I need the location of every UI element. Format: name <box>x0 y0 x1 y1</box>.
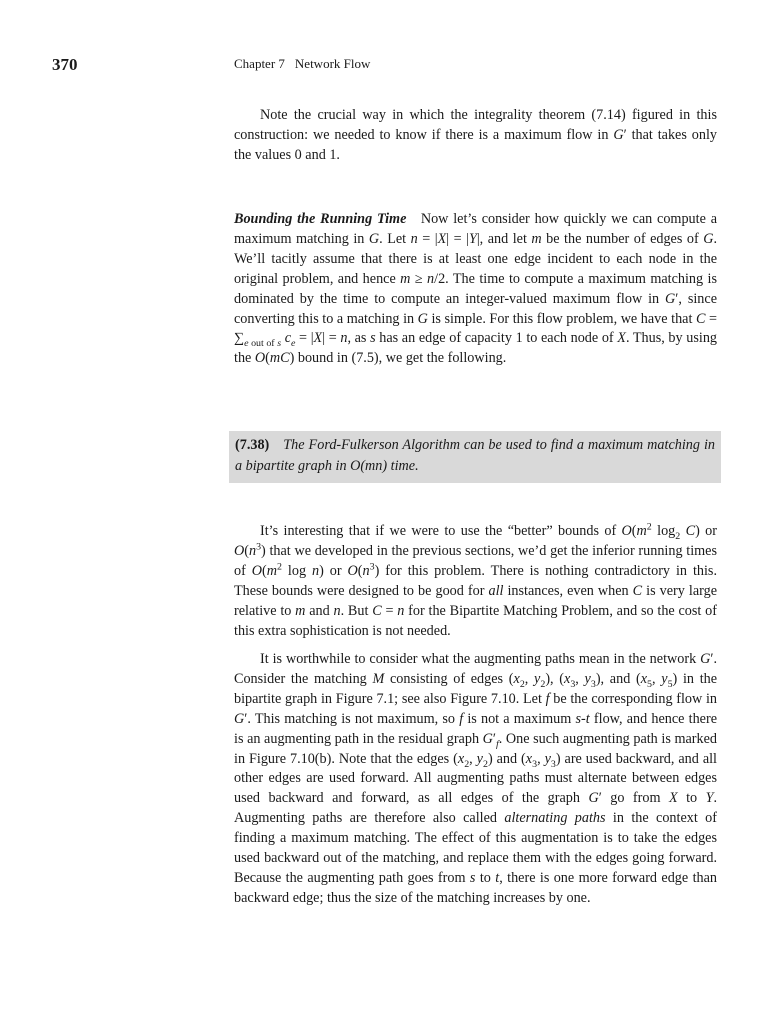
theorem-box <box>229 431 721 483</box>
theorem-statement: The Ford-Fulkerson Algorithm can be used to find a maximum matching in a bipartite graph in O(mn) time. <box>235 437 715 474</box>
page-number: 370 <box>52 55 78 74</box>
paragraph-integrality: Note the crucial way in which the integrality theorem (7.14) figured in this construction: we needed to know if there is a maximum flow in G′ that takes only the values 0 and 1. <box>234 107 717 163</box>
paragraph-augmenting-paths: It is worthwhile to consider what the augmenting paths mean in the network G′. Consider the matching M consisting of edges ($x_2$, $y_2$), ($x_3$, $y_3$), and ($x_5$, $y_5$) in the bipartite graph in Figure 7.1; see also Figure 7.10. Let f be the corresponding flow in G′. This matching is not maximum, so f is not a maximum s-t flow, and hence there is an augmenting path in the residual graph $G'_f$. One such augmenting path is marked in Figure 7.10(b). Note that the edges ($x_2$, $y_2$) and ($x_3$, $y_3$) are used backward, and all other edges are used forward. All augmenting paths must alternate between edges used backward and forward, as all edges of the graph G′ go from X to Y. Augmenting paths are therefore also called alternating paths in the context of finding a maximum matching. The effect of this augmentation is to take the edges used backward out of the matching, and replace them with the edges going forward. Because the augmenting path goes from s to t, there is one more forward edge than backward edge; thus the size of the matching increases by one. <box>234 651 718 906</box>
running-head <box>234 56 370 72</box>
paragraph-better-bounds: It’s interesting that if we were to use the “better” bounds of $O(m^2$ $\log_2 C$) or $O(n^3)$ that we developed in the previous sections, we’d get the inferior running times of $O(m^2$ log n) or $O(n^3)$ for this problem. There is nothing contradictory in this. These bounds were designed to be good for all instances, even when C is very large relative to m and n. But C = n for the Bipartite Matching Problem, and so the cost of this extra sophistication is not needed. <box>234 521 717 639</box>
chapter-title: Network Flow <box>294 56 371 71</box>
chapter-label: Chapter 7 <box>234 56 285 71</box>
section-heading: Bounding the Running Time <box>234 211 407 227</box>
paragraph-running-time: Bounding the Running Time Now let’s consider how quickly we can compute a maximum matching in G. Let n = |X| = |Y|, and let m be the number of edges of G. We’ll tacitly assume that there is at least one edge incident to each node in the original problem, and hence m ≥ n/2. The time to compute a maximum matching is dominated by the time to compute an integer-valued maximum flow in G′, since converting this to a matching in G is simple. For this flow problem, we have that $C = \sum_{e out of s}$ $c_e = |X| = n$, as s has an edge of capacity 1 to each node of X. Thus, by using the O(mC) bound in (7.5), we get the following. <box>234 211 718 367</box>
theorem-number: (7.38) <box>235 437 270 453</box>
